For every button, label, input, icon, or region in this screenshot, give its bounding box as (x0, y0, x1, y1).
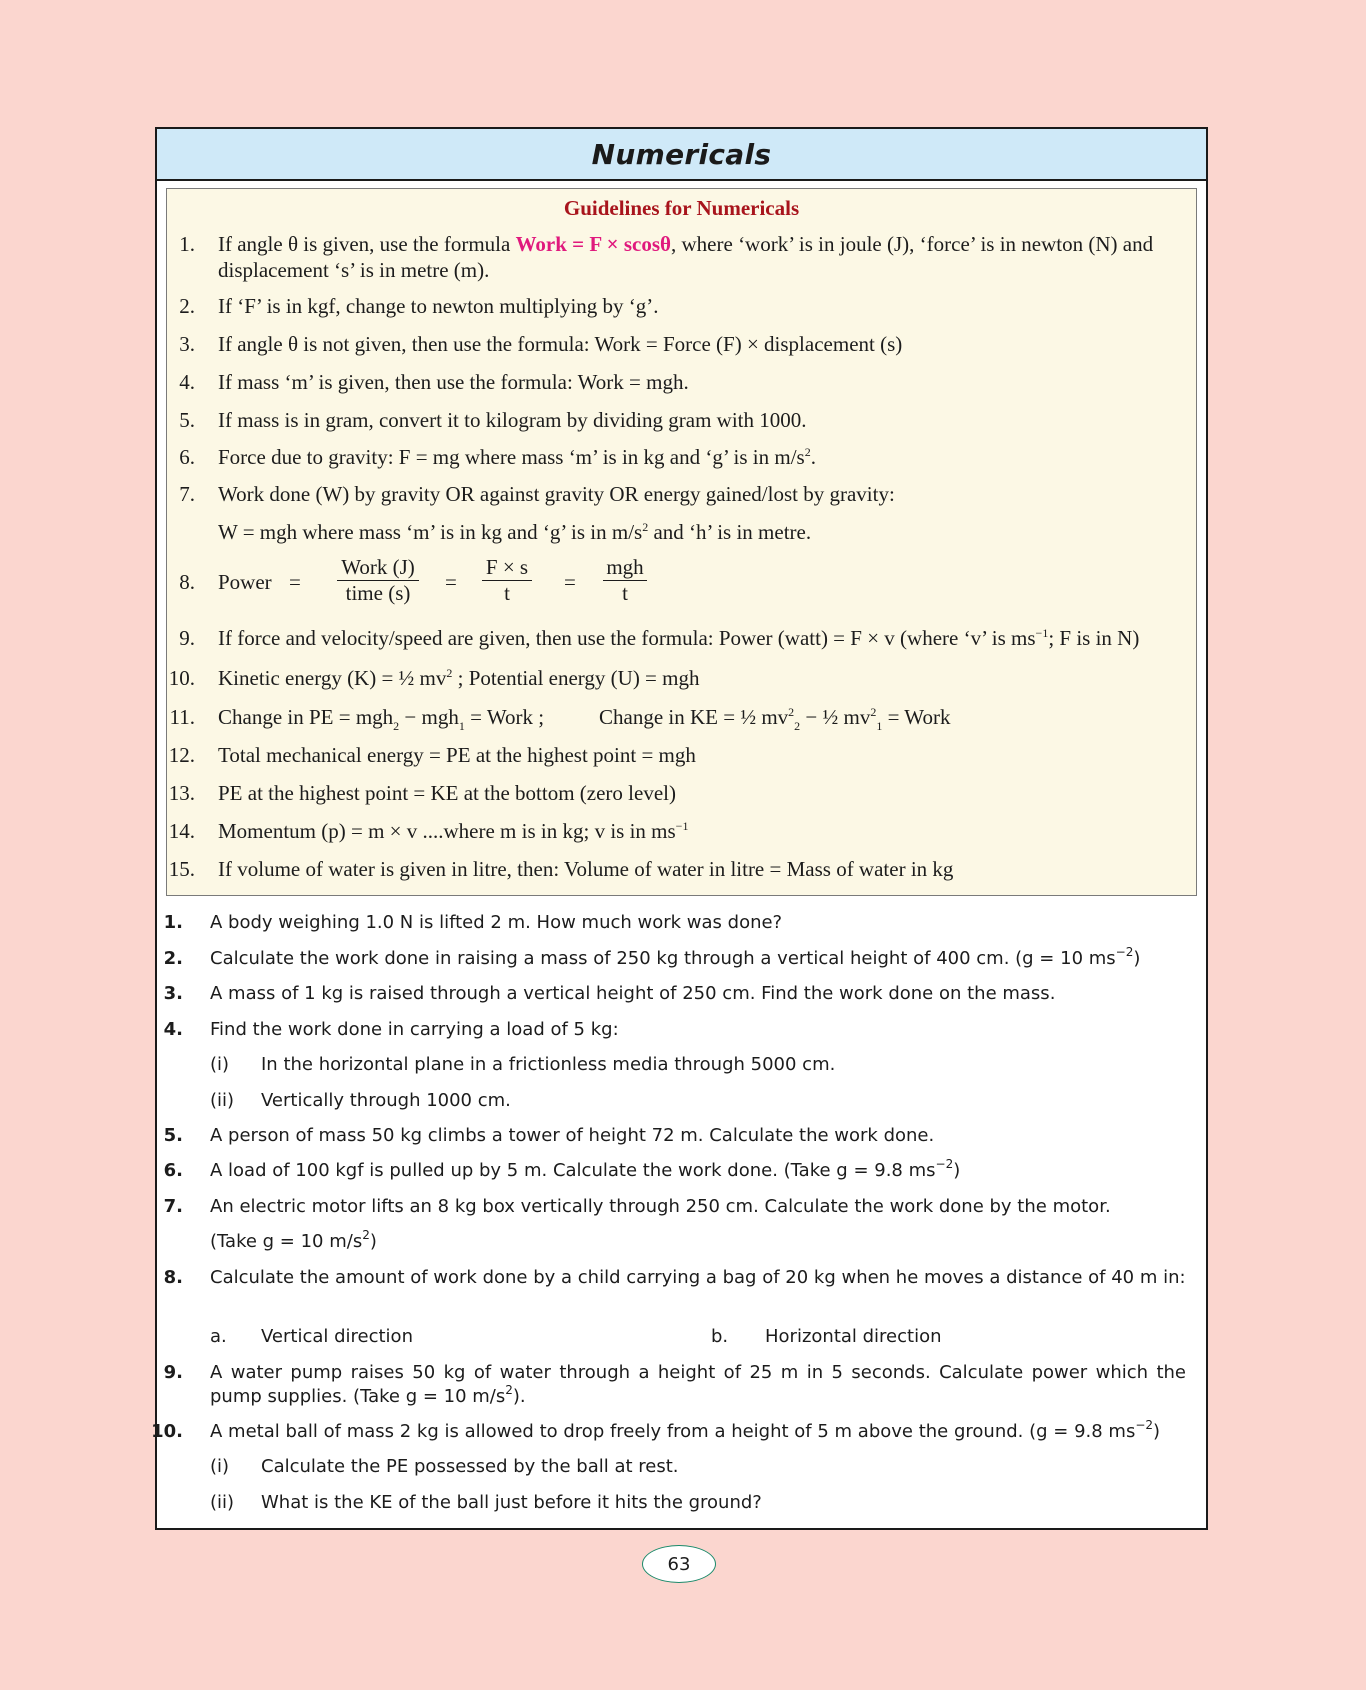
work-formula: Work = F × scosθ (515, 232, 672, 256)
fraction: Work (J) time (s) (337, 555, 419, 606)
power-formula: 8. Power = Work (J) time (s) = $\frac{F \times s}{t}$ = mgh t (167, 555, 1196, 611)
fraction: $\frac{F \times s}{t}$ (482, 555, 532, 606)
numericals-box: Numericals Guidelines for Numericals 1. If angle θ is given, use the formula Work = F × scosθ, where ‘work’ is in joule (J), ‘force’ is in newton (N) and displacement ‘s’ is in metre (m). 2. If ‘F’ is in kgf, change to newton multiplying by ‘g’. 3. If angle θ is not given, then use the formula: Work = Force (F) × displacement (s) 4. If mass ‘m’ is given, then use the formula: Work = mgh. 5. If mass is in gram, convert it to kilogram by dividing gram with 1000. 6. Force due to gravity: F = mg where mass ‘m’ is in kg and ‘g’ is in $m/s^2$. 7. Work done (W) by gravity OR against gravity OR energy gained/lost by gravity: W = mgh where mass ‘m’ is in kg and ‘g’ is in $m/s^2$ and ‘h’ is in metre. 8. Power = Work (J) time (s) = $\frac{F \times s}{t}$ = mgh t 9. If force and velocity/speed are given, then use the formula: Power (watt) = F × v (where ‘v’ is $ms^{-1}$; F is in N) 10. Kinetic energy (K) = ½ $mv^2$ ; Potential energy (U) = mgh 11. Change in PE = mgh$_2$ − mgh$_1$ = Work ; Change in KE = ½ $mv^2_2$ − ½ $mv^2_1$ = Work 12. Total mechanical energy = PE at the highest point = mgh 13. PE at the highest point = KE at the bottom (zero level) 14. Momentum (p) = m × v ....where m is in kg; v is in $ms^{-1}$ 15. If volume of water is given in litre, then: Volume of water in litre = Mass of water in kg 1. A body weighing 1.0 N is lifted 2 m. How much work was done? 2. Calculate the work done in raising a mass of 250 kg through a vertical height of 400 cm. (g = 10 $ms^{-2}$) 3. A mass of 1 kg is raised through a vertical height of 250 cm. Find the work done on the mass. 4. Find the work done in carrying a load of 5 kg: (i) In the horizontal plane in a frictionless media through 5000 cm. (ii) Vertically through 1000 cm. 5. A person of mass 50 kg climbs a tower of height 72 m. Calculate the work done. 6. A load of 100 kgf is pulled up by 5 m. Calculate the work done. (Take g = 9.8 $ms^{-2}$) 7. An electric motor lifts an 8 kg box vertically through 250 cm. Calculate the work done by the motor. (Take g = 10 $m/s^2$) 8. Calculate the amount of work done by a child carrying a bag of 20 kg when he moves a distance of 40 m in: a. Vertical direction b. Horizontal direction 9. A water pump raises 50 kg of water through a height of 25 m in 5 seconds. Calculate power which the pump supplies. (Take g = 10 $m/s^2$). 10. A metal ball of mass 2 kg is allowed to drop freely from a height of 5 m above the ground. (g = 9.8 $ms^{-2}$) (i) Calculate the PE possessed by the ball at rest. (ii) What is the KE of the ball just before it hits the ground? (155, 127, 1208, 1530)
title-bar (157, 129, 1206, 181)
fraction: mgh t (603, 555, 647, 606)
page-number: 63 (642, 1545, 716, 1583)
guidelines-heading: Guidelines for Numericals (563, 196, 800, 220)
page-title: Numericals (591, 137, 772, 171)
guidelines-box: Guidelines for Numericals 1. If angle θ is given, use the formula Work = F × scosθ, where ‘work’ is in joule (J), ‘force’ is in newton (N) and displacement ‘s’ is in metre (m). 2. If ‘F’ is in kgf, change to newton multiplying by ‘g’. 3. If angle θ is not given, then use the formula: Work = Force (F) × displacement (s) 4. If mass ‘m’ is given, then use the formula: Work = mgh. 5. If mass is in gram, convert it to kilogram by dividing gram with 1000. 6. Force due to gravity: F = mg where mass ‘m’ is in kg and ‘g’ is in $m/s^2$. 7. Work done (W) by gravity OR against gravity OR energy gained/lost by gravity: W = mgh where mass ‘m’ is in kg and ‘g’ is in $m/s^2$ and ‘h’ is in metre. 8. Power = Work (J) time (s) = $\frac{F \times s}{t}$ = mgh t 9. If force and velocity/speed are given, then use the formula: Power (watt) = F × v (where ‘v’ is $ms^{-1}$; F is in N) 10. Kinetic energy (K) = ½ $mv^2$ ; Potential energy (U) = mgh 11. Change in PE = mgh$_2$ − mgh$_1$ = Work ; Change in KE = ½ $mv^2_2$ − ½ $mv^2_1$ = Work 12. Total mechanical energy = PE at the highest point = mgh 13. PE at the highest point = KE at the bottom (zero level) 14. Momentum (p) = m × v ....where m is in kg; v is in $ms^{-1}$ 15. If volume of water is given in litre, then: Volume of water in litre = Mass of water in kg (166, 188, 1197, 896)
